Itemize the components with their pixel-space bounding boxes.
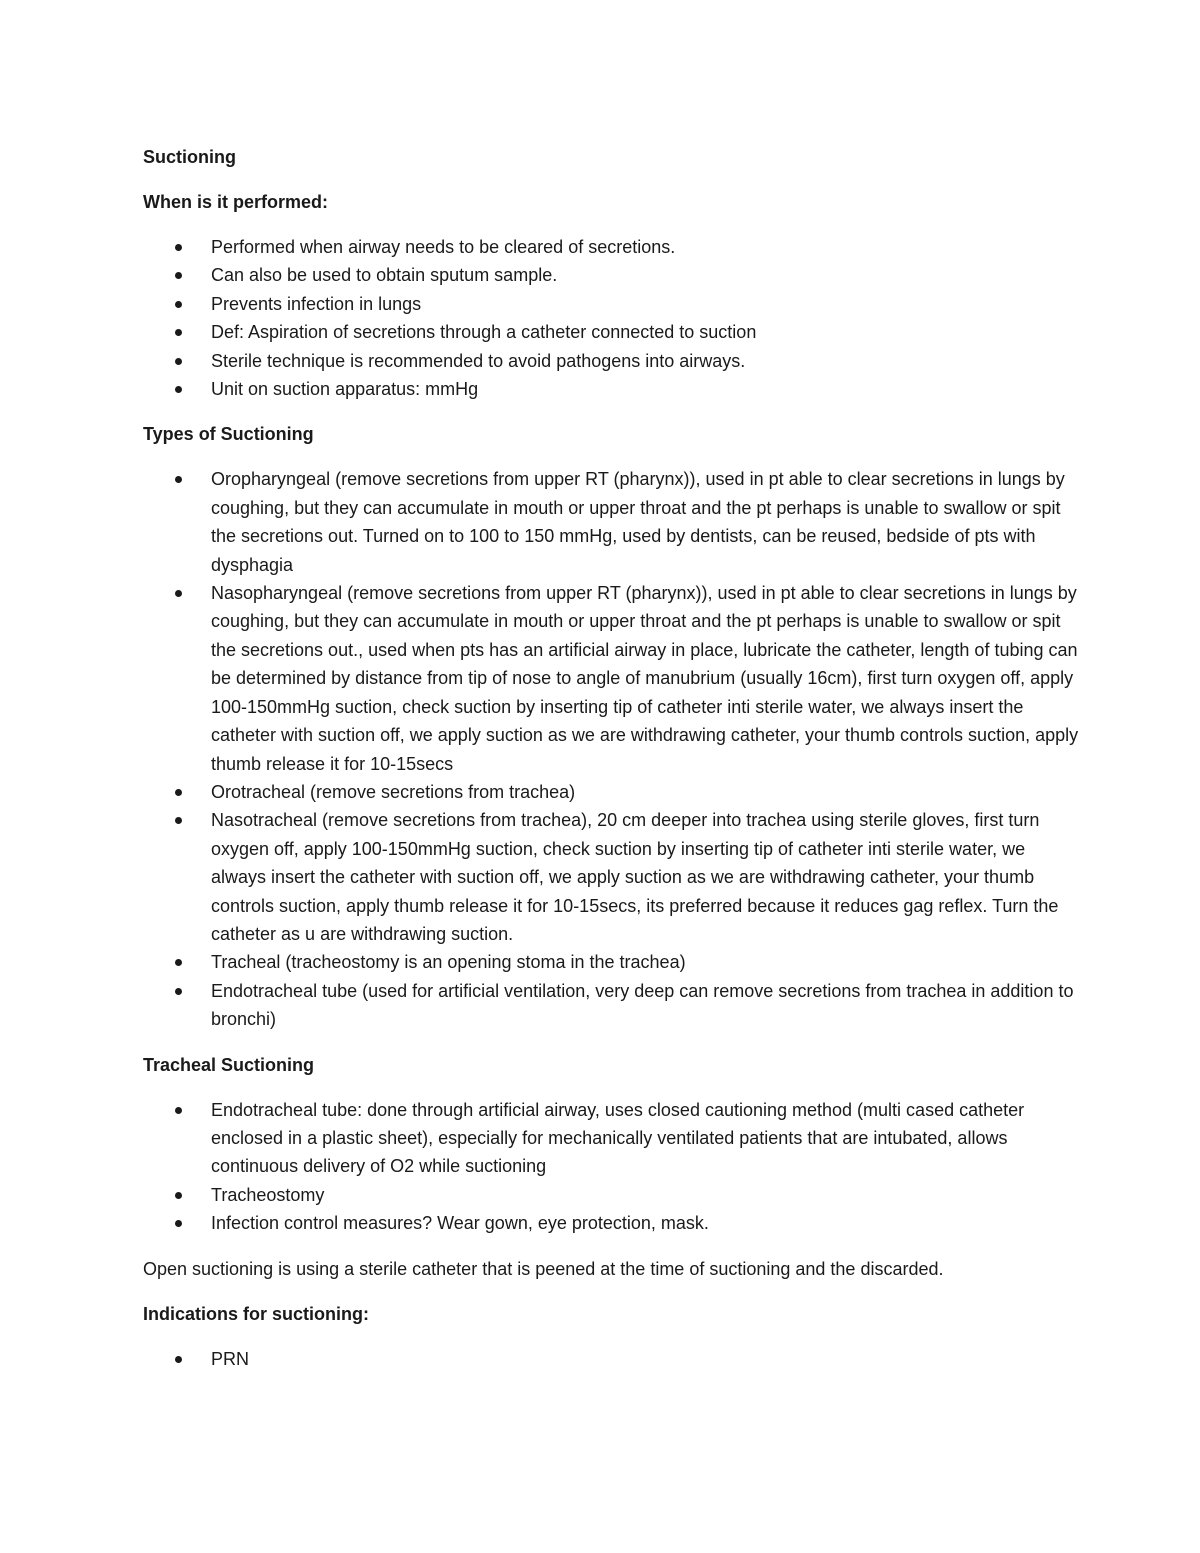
list-item bbox=[143, 318, 1080, 346]
list-item-text: Nasotracheal (remove secretions from trachea), 20 cm deeper into trachea using sterile gloves, first turn oxygen off, apply 100-150mmHg suction, check suction by inserting tip of catheter inti sterile water, we always insert the catheter with suction off, we apply suction as we are withdrawing catheter, your thumb controls suction, apply thumb release it for 10-15secs, its preferred because it reduces gag reflex. Turn the catheter as u are withdrawing suction. bbox=[211, 810, 1059, 944]
section-heading-indications: Indications for suctioning: bbox=[143, 1303, 369, 1324]
list-item bbox=[143, 948, 1080, 976]
bullet-icon bbox=[175, 959, 182, 966]
list-item bbox=[143, 778, 1080, 806]
list-item bbox=[143, 1181, 1080, 1209]
list-item bbox=[143, 1345, 1080, 1373]
bullet-icon bbox=[175, 301, 182, 308]
list-item bbox=[143, 465, 1080, 579]
bullet-icon bbox=[175, 988, 182, 995]
list-item bbox=[143, 806, 1080, 948]
bullet-icon bbox=[175, 1220, 182, 1227]
list-item bbox=[143, 347, 1080, 375]
list-item bbox=[143, 233, 1080, 261]
list-item bbox=[143, 1209, 1080, 1237]
bullet-list-when-performed bbox=[143, 233, 1080, 403]
bullet-icon bbox=[175, 590, 182, 597]
bullet-icon bbox=[175, 386, 182, 393]
list-item-text: Oropharyngeal (remove secretions from upper RT (pharynx)), used in pt able to clear secretions in lungs by coughing, but they can accumulate in mouth or upper throat and the pt perhaps is unable to swallow or spit the secretions out. Turned on to 100 to 150 mmHg, used by dentists, can be reused, bedside of pts with dysphagia bbox=[211, 469, 1065, 575]
list-item-text: Infection control measures? Wear gown, eye protection, mask. bbox=[211, 1213, 709, 1234]
list-item-text: Endotracheal tube: done through artificial airway, uses closed cautioning method (multi cased catheter enclosed in a plastic sheet), especially for mechanically ventilated patients that are intubated, allows continuous delivery of O2 while suctioning bbox=[211, 1099, 1025, 1177]
bullet-icon bbox=[175, 272, 182, 279]
bullet-icon bbox=[175, 1356, 182, 1363]
list-item-text: PRN bbox=[211, 1348, 250, 1369]
document-title: Suctioning bbox=[143, 147, 236, 167]
list-item bbox=[143, 261, 1080, 289]
bullet-icon bbox=[175, 476, 182, 483]
bullet-icon bbox=[175, 817, 182, 824]
list-item-text: Unit on suction apparatus: mmHg bbox=[211, 379, 479, 400]
bullet-list-indications bbox=[143, 1345, 1080, 1373]
list-item-text: Can also be used to obtain sputum sample. bbox=[211, 265, 558, 286]
bullet-icon bbox=[175, 1107, 182, 1114]
list-item bbox=[143, 977, 1080, 1034]
section-heading-tracheal-suctioning: Tracheal Suctioning bbox=[143, 1054, 315, 1075]
list-item bbox=[143, 375, 1080, 403]
bullet-icon bbox=[175, 358, 182, 365]
bullet-icon bbox=[175, 1192, 182, 1199]
list-item bbox=[143, 579, 1080, 778]
list-item-text: Def: Aspiration of secretions through a catheter connected to suction bbox=[211, 322, 757, 343]
list-item-text: Prevents infection in lungs bbox=[211, 293, 422, 314]
list-item-text: Orotracheal (remove secretions from trachea) bbox=[211, 781, 576, 802]
bullet-icon bbox=[175, 329, 182, 336]
list-item-text: Tracheal (tracheostomy is an opening stoma in the trachea) bbox=[211, 952, 686, 973]
bullet-list-types-of-suctioning bbox=[143, 465, 1080, 1033]
list-item-text: Nasopharyngeal (remove secretions from upper RT (pharynx)), used in pt able to clear secretions in lungs by coughing, but they can accumulate in mouth or upper throat and the pt perhaps is unable to swallow or spit the secretions out., used when pts has an artificial airway in place, lubricate the catheter, length of tubing can be determined by distance from tip of nose to angle of manubrium (usually 16cm), first turn oxygen off, apply 100-150mmHg suction, check suction by inserting tip of catheter inti sterile water, we always insert the catheter with suction off, we apply suction as we are withdrawing catheter, your thumb controls suction, apply thumb release it for 10-15secs bbox=[211, 583, 1079, 774]
list-item-text: Endotracheal tube (used for artificial ventilation, very deep can remove secretions from trachea in addition to bronchi) bbox=[211, 980, 1074, 1030]
section-heading-when-performed: When is it performed: bbox=[143, 192, 329, 212]
bullet-icon bbox=[175, 789, 182, 796]
section-heading-types-of-suctioning: Types of Suctioning bbox=[143, 424, 314, 445]
open-suctioning-paragraph: Open suctioning is using a sterile catheter that is peened at the time of suctioning and the discarded. bbox=[143, 1258, 944, 1279]
list-item bbox=[143, 290, 1080, 318]
list-item-text: Performed when airway needs to be cleared of secretions. bbox=[211, 237, 676, 257]
list-item-text: Sterile technique is recommended to avoid pathogens into airways. bbox=[211, 350, 746, 371]
list-item-text: Tracheostomy bbox=[211, 1184, 325, 1205]
bullet-icon bbox=[175, 244, 182, 251]
bullet-list-tracheal-suctioning bbox=[143, 1096, 1080, 1238]
list-item bbox=[143, 1096, 1080, 1181]
